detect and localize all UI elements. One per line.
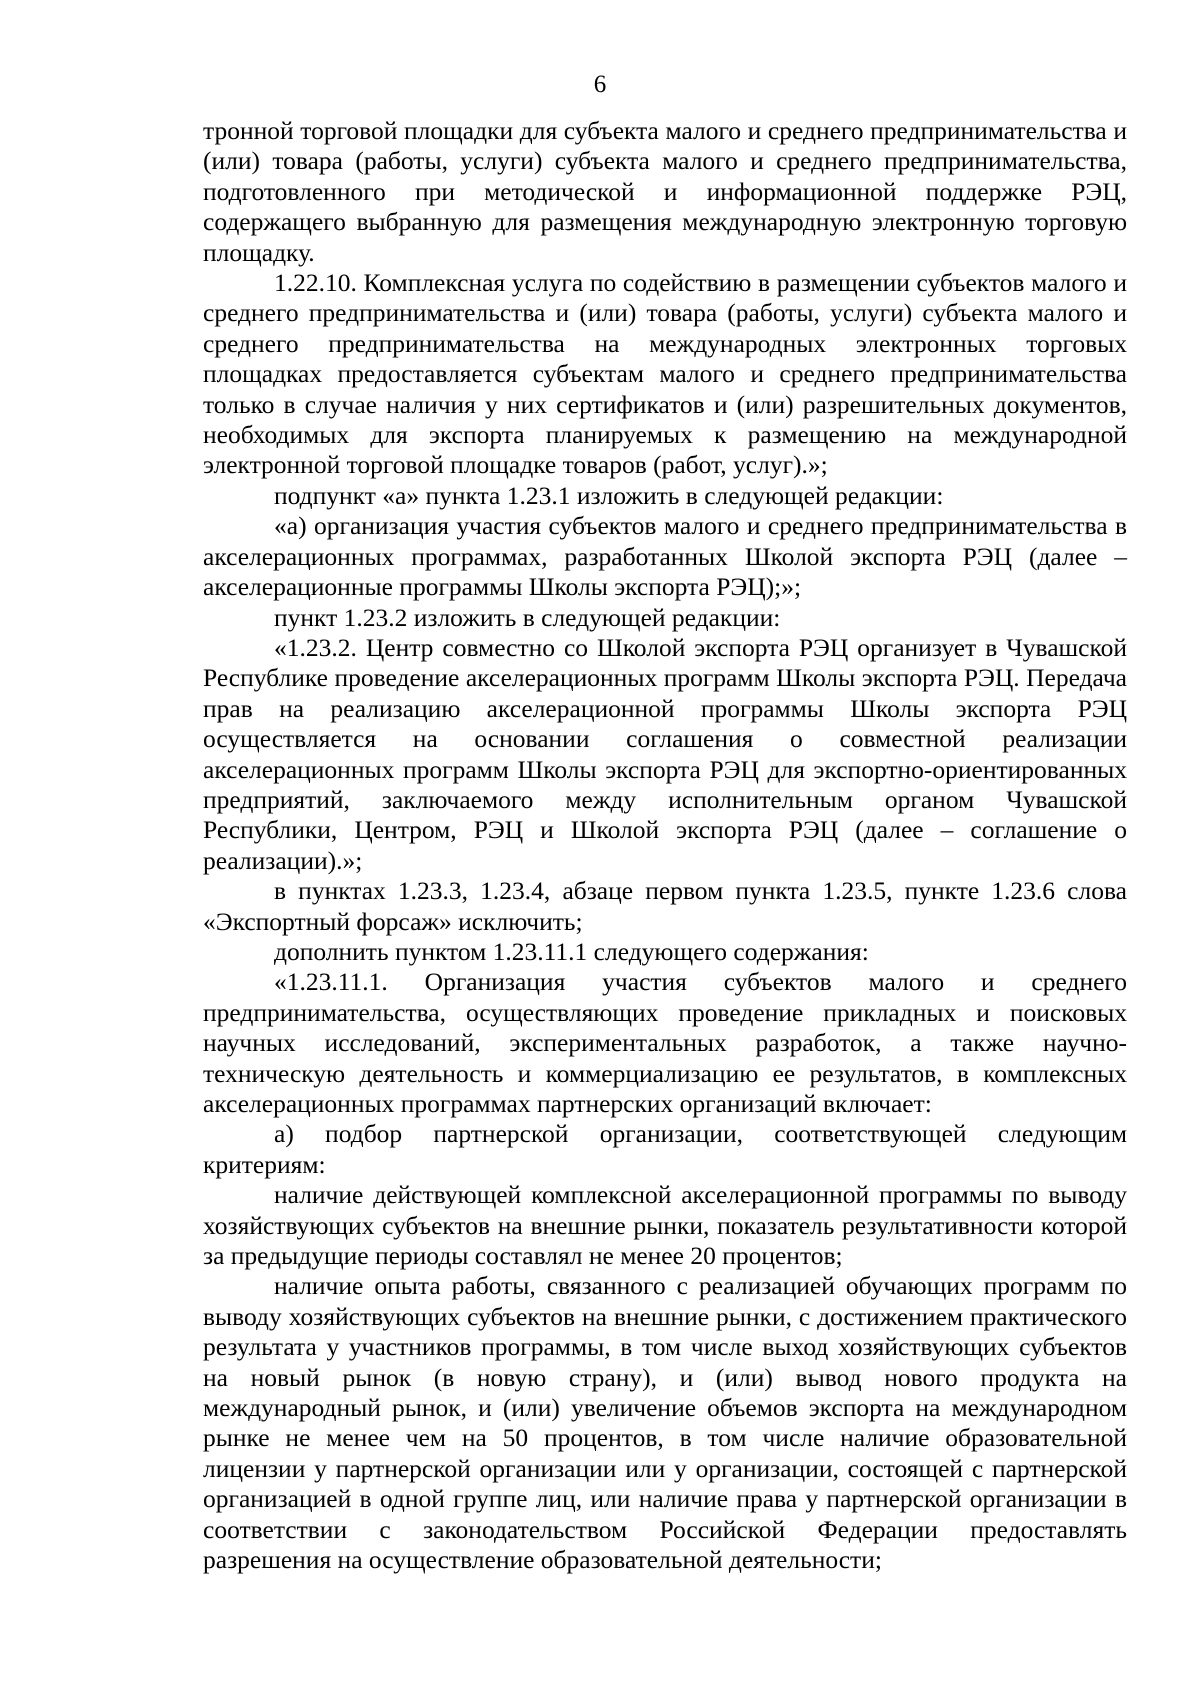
paragraph-continuation: тронной торговой площадки для субъекта малого и среднего предпринимательства и (или) товара (работы, услуги) субъекта малого и среднего предпринимательства, подготовленного при методической и информационной поддержке РЭЦ, содержащего выбранную для размещения международную электронную торговую площадку.	[203, 116, 1127, 267]
paragraph-amendment-1-23-11-1: дополнить пунктом 1.23.11.1 следующего содержания:	[274, 936, 869, 966]
paragraph-amendment-1-23-3: в пунктах 1.23.3, 1.23.4, абзаце первом пункта 1.23.5, пункте 1.23.6 слова «Экспортный форсаж» исключить;	[203, 876, 1127, 936]
paragraph-item-a: а) подбор партнерской организации, соответствующей следующим критериям:	[203, 1119, 1127, 1179]
paragraph-amendment-1-23-2: пункт 1.23.2 изложить в следующей редакции:	[274, 602, 781, 632]
paragraph-criterion-1: наличие действующей комплексной акселерационной программы по выводу хозяйствующих субъектов на внешние рынки, показатель результативности которой за предыдущие периоды составлял не менее 20 процентов;	[203, 1180, 1127, 1271]
paragraph-1-22-10: 1.22.10. Комплексная услуга по содействию в размещении субъектов малого и среднего предпринимательства и (или) товара (работы, услуги) субъекта малого и среднего предпринимательства на международных электронных торговых площадках предоставляется субъектам малого и среднего предпринимательства только в случае наличия у них сертификатов и (или) разрешительных документов, необходимых для экспорта планируемых к размещению на международной электронной торговой площадке товаров (работ, услуг).»;	[203, 268, 1127, 480]
document-body	[203, 116, 1127, 1576]
paragraph-1-23-2: «1.23.2. Центр совместно со Школой экспорта РЭЦ организует в Чувашской Республике проведение акселерационных программ Школы экспорта РЭЦ. Передача прав на реализацию акселерационной программы Школы экспорта РЭЦ осуществляется на основании соглашения о совместной реализации акселерационных программ Школы экспорта РЭЦ для экспортно-ориентированных предприятий, заключаемого между исполнительным органом Чувашской Республики, Центром, РЭЦ и Школой экспорта РЭЦ (далее – соглашение о реализации).»;	[203, 632, 1127, 875]
paragraph-subitem-a: «а) организация участия субъектов малого и среднего предпринимательства в акселерационных программах, разработанных Школой экспорта РЭЦ (далее – акселерационные программы Школы экспорта РЭЦ);»;	[203, 511, 1127, 602]
paragraph-criterion-2: наличие опыта работы, связанного с реализацией обучающих программ по выводу хозяйствующих субъектов на внешние рынки, с достижением практического результата у участников программы, в том числе выход хозяйствующих субъектов на новый рынок (в новую страну), и (или) вывод нового продукта на международный рынок, и (или) увеличение объемов экспорта на международном рынке не менее чем на 50 процентов, в том числе наличие образовательной лицензии у партнерской организации или у организации, состоящей с партнерской организацией в одной группе лиц, или наличие права у партнерской организации в соответствии с законодательством Российской Федерации предоставлять разрешения на осуществление образовательной деятельности;	[203, 1271, 1127, 1575]
paragraph-amendment-1-23-1: подпункт «а» пункта 1.23.1 изложить в следующей редакции:	[274, 480, 944, 510]
page-number: 6	[593, 71, 607, 98]
paragraph-1-23-11-1: «1.23.11.1. Организация участия субъектов малого и среднего предпринимательства, осуществляющих проведение прикладных и поисковых научных исследований, экспериментальных разработок, а также научно-техническую деятельность и коммерциализацию ее результатов, в комплексных акселерационных программах партнерских организаций включает:	[203, 967, 1127, 1118]
